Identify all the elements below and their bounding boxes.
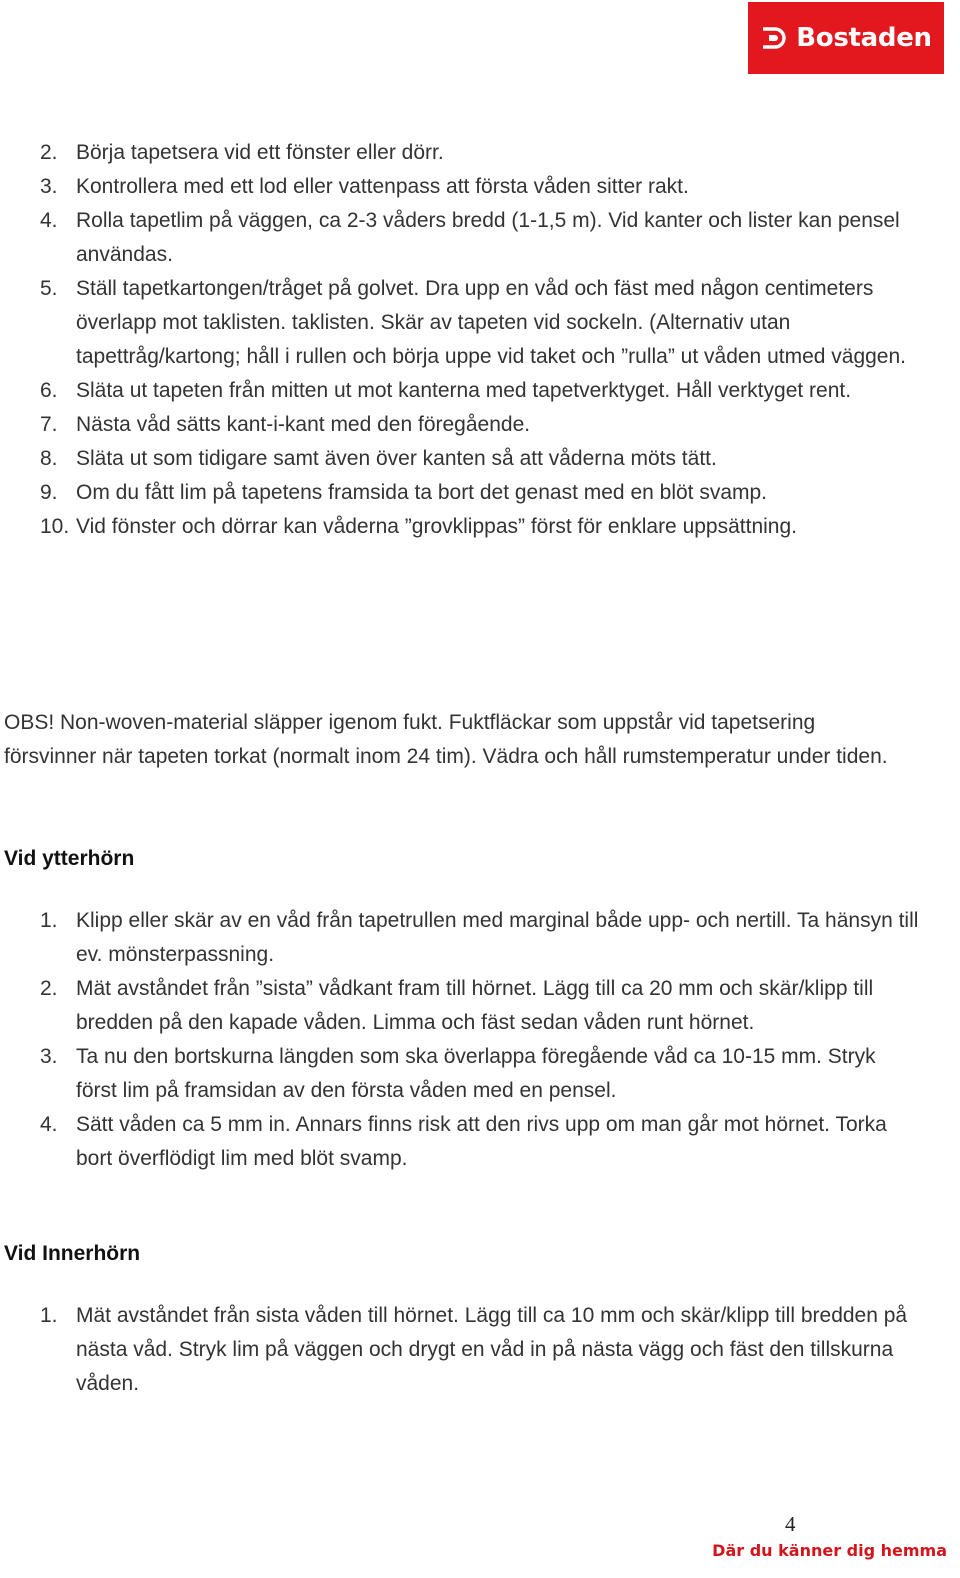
- item-text: Släta ut tapeten från mitten ut mot kanterna med tapetverktyget. Håll verktyget rent.: [76, 379, 852, 402]
- list-item: [0, 1108, 920, 1176]
- inner-corner-steps-list: [0, 1299, 920, 1401]
- item-text: Klipp eller skär av en våd från tapetrullen med marginal både upp- och nertill. Ta hänsyn till ev. mönsterpassning.: [76, 909, 919, 966]
- steps-list: [0, 136, 920, 544]
- list-item: [0, 136, 920, 170]
- list-item: [0, 476, 920, 510]
- item-text: Ta nu den bortskurna längden som ska överlappa föregående våd ca 10-15 mm. Stryk först lim på framsidan av den första våden med en pensel.: [76, 1045, 876, 1102]
- item-number: 10.: [40, 515, 70, 538]
- item-number: 1.: [40, 909, 58, 932]
- list-item: [0, 1040, 920, 1108]
- item-text: Nästa våd sätts kant-i-kant med den föregående.: [76, 413, 531, 436]
- list-item: [0, 904, 920, 972]
- item-text: Släta ut som tidigare samt även över kanten så att våderna möts tätt.: [76, 447, 717, 470]
- item-text: Börja tapetsera vid ett fönster eller dörr.: [76, 141, 444, 164]
- item-number: 3.: [40, 175, 58, 198]
- item-number: 2.: [40, 977, 58, 1000]
- item-number: 2.: [40, 141, 58, 164]
- item-text: Rolla tapetlim på väggen, ca 2-3 våders bredd (1-1,5 m). Vid kanter och lister kan pensel användas.: [76, 209, 900, 266]
- item-number: 9.: [40, 481, 58, 504]
- item-text: Mät avståndet från ”sista” vådkant fram till hörnet. Lägg till ca 20 mm och skär/klipp till bredden på den kapade våden. Limma och fäst sedan våden runt hörnet.: [76, 977, 874, 1034]
- list-item: [0, 442, 920, 476]
- list-item: [0, 170, 920, 204]
- list-item: [0, 374, 920, 408]
- item-text: Kontrollera med ett lod eller vattenpass att första våden sitter rakt.: [76, 175, 689, 198]
- list-item: [0, 408, 920, 442]
- footer-tagline: Där du känner dig hemma: [712, 1541, 947, 1560]
- list-item: [0, 972, 920, 1040]
- item-text: Vid fönster och dörrar kan våderna ”grovklippas” först för enklare uppsättning.: [76, 515, 797, 538]
- outer-corner-steps-list: [0, 904, 920, 1176]
- item-number: 7.: [40, 413, 58, 436]
- page-number: 4: [785, 1512, 796, 1536]
- item-number: 4.: [40, 1113, 58, 1136]
- item-text: Om du fått lim på tapetens framsida ta bort det genast med en blöt svamp.: [76, 481, 768, 504]
- item-number: 3.: [40, 1045, 58, 1068]
- obs-note: OBS! Non-woven-material släpper igenom fukt. Fuktfläckar som uppstår vid tapetsering försvinner när tapeten torkat (normalt inom 24 tim). Vädra och håll rumstemperatur under tiden.: [4, 711, 888, 768]
- list-item: [0, 510, 920, 544]
- list-item: [0, 1299, 920, 1401]
- brand-name: Bostaden: [796, 23, 932, 53]
- item-number: 6.: [40, 379, 58, 402]
- list-item: [0, 272, 920, 374]
- section-heading-inner-corner: Vid Innerhörn: [4, 1242, 141, 1265]
- item-text: Ställ tapetkartongen/tråget på golvet. Dra upp en våd och fäst med någon centimeters överlapp mot taklisten. taklisten. Skär av tapeten vid sockeln. (Alternativ utan tapettråg/kartong; håll i rullen och börja uppe vid taket och ”rulla” ut våden utmed väggen.: [76, 277, 907, 368]
- list-item: [0, 204, 920, 272]
- item-number: 5.: [40, 277, 58, 300]
- bostaden-logo: [748, 2, 944, 74]
- item-text: Mät avståndet från sista våden till hörnet. Lägg till ca 10 mm och skär/klipp till bredden på nästa våd. Stryk lim på väggen och drygt en våd in på nästa vägg och fäst den tillskurna våden.: [76, 1304, 908, 1395]
- item-number: 8.: [40, 447, 58, 470]
- section-heading-outer-corner: Vid ytterhörn: [4, 847, 135, 870]
- item-text: Sätt våden ca 5 mm in. Annars finns risk att den rivs upp om man går mot hörnet. Torka bort överflödigt lim med blöt svamp.: [76, 1113, 887, 1170]
- item-number: 4.: [40, 209, 58, 232]
- bostaden-logo-mark-icon: [760, 25, 790, 51]
- item-number: 1.: [40, 1304, 58, 1327]
